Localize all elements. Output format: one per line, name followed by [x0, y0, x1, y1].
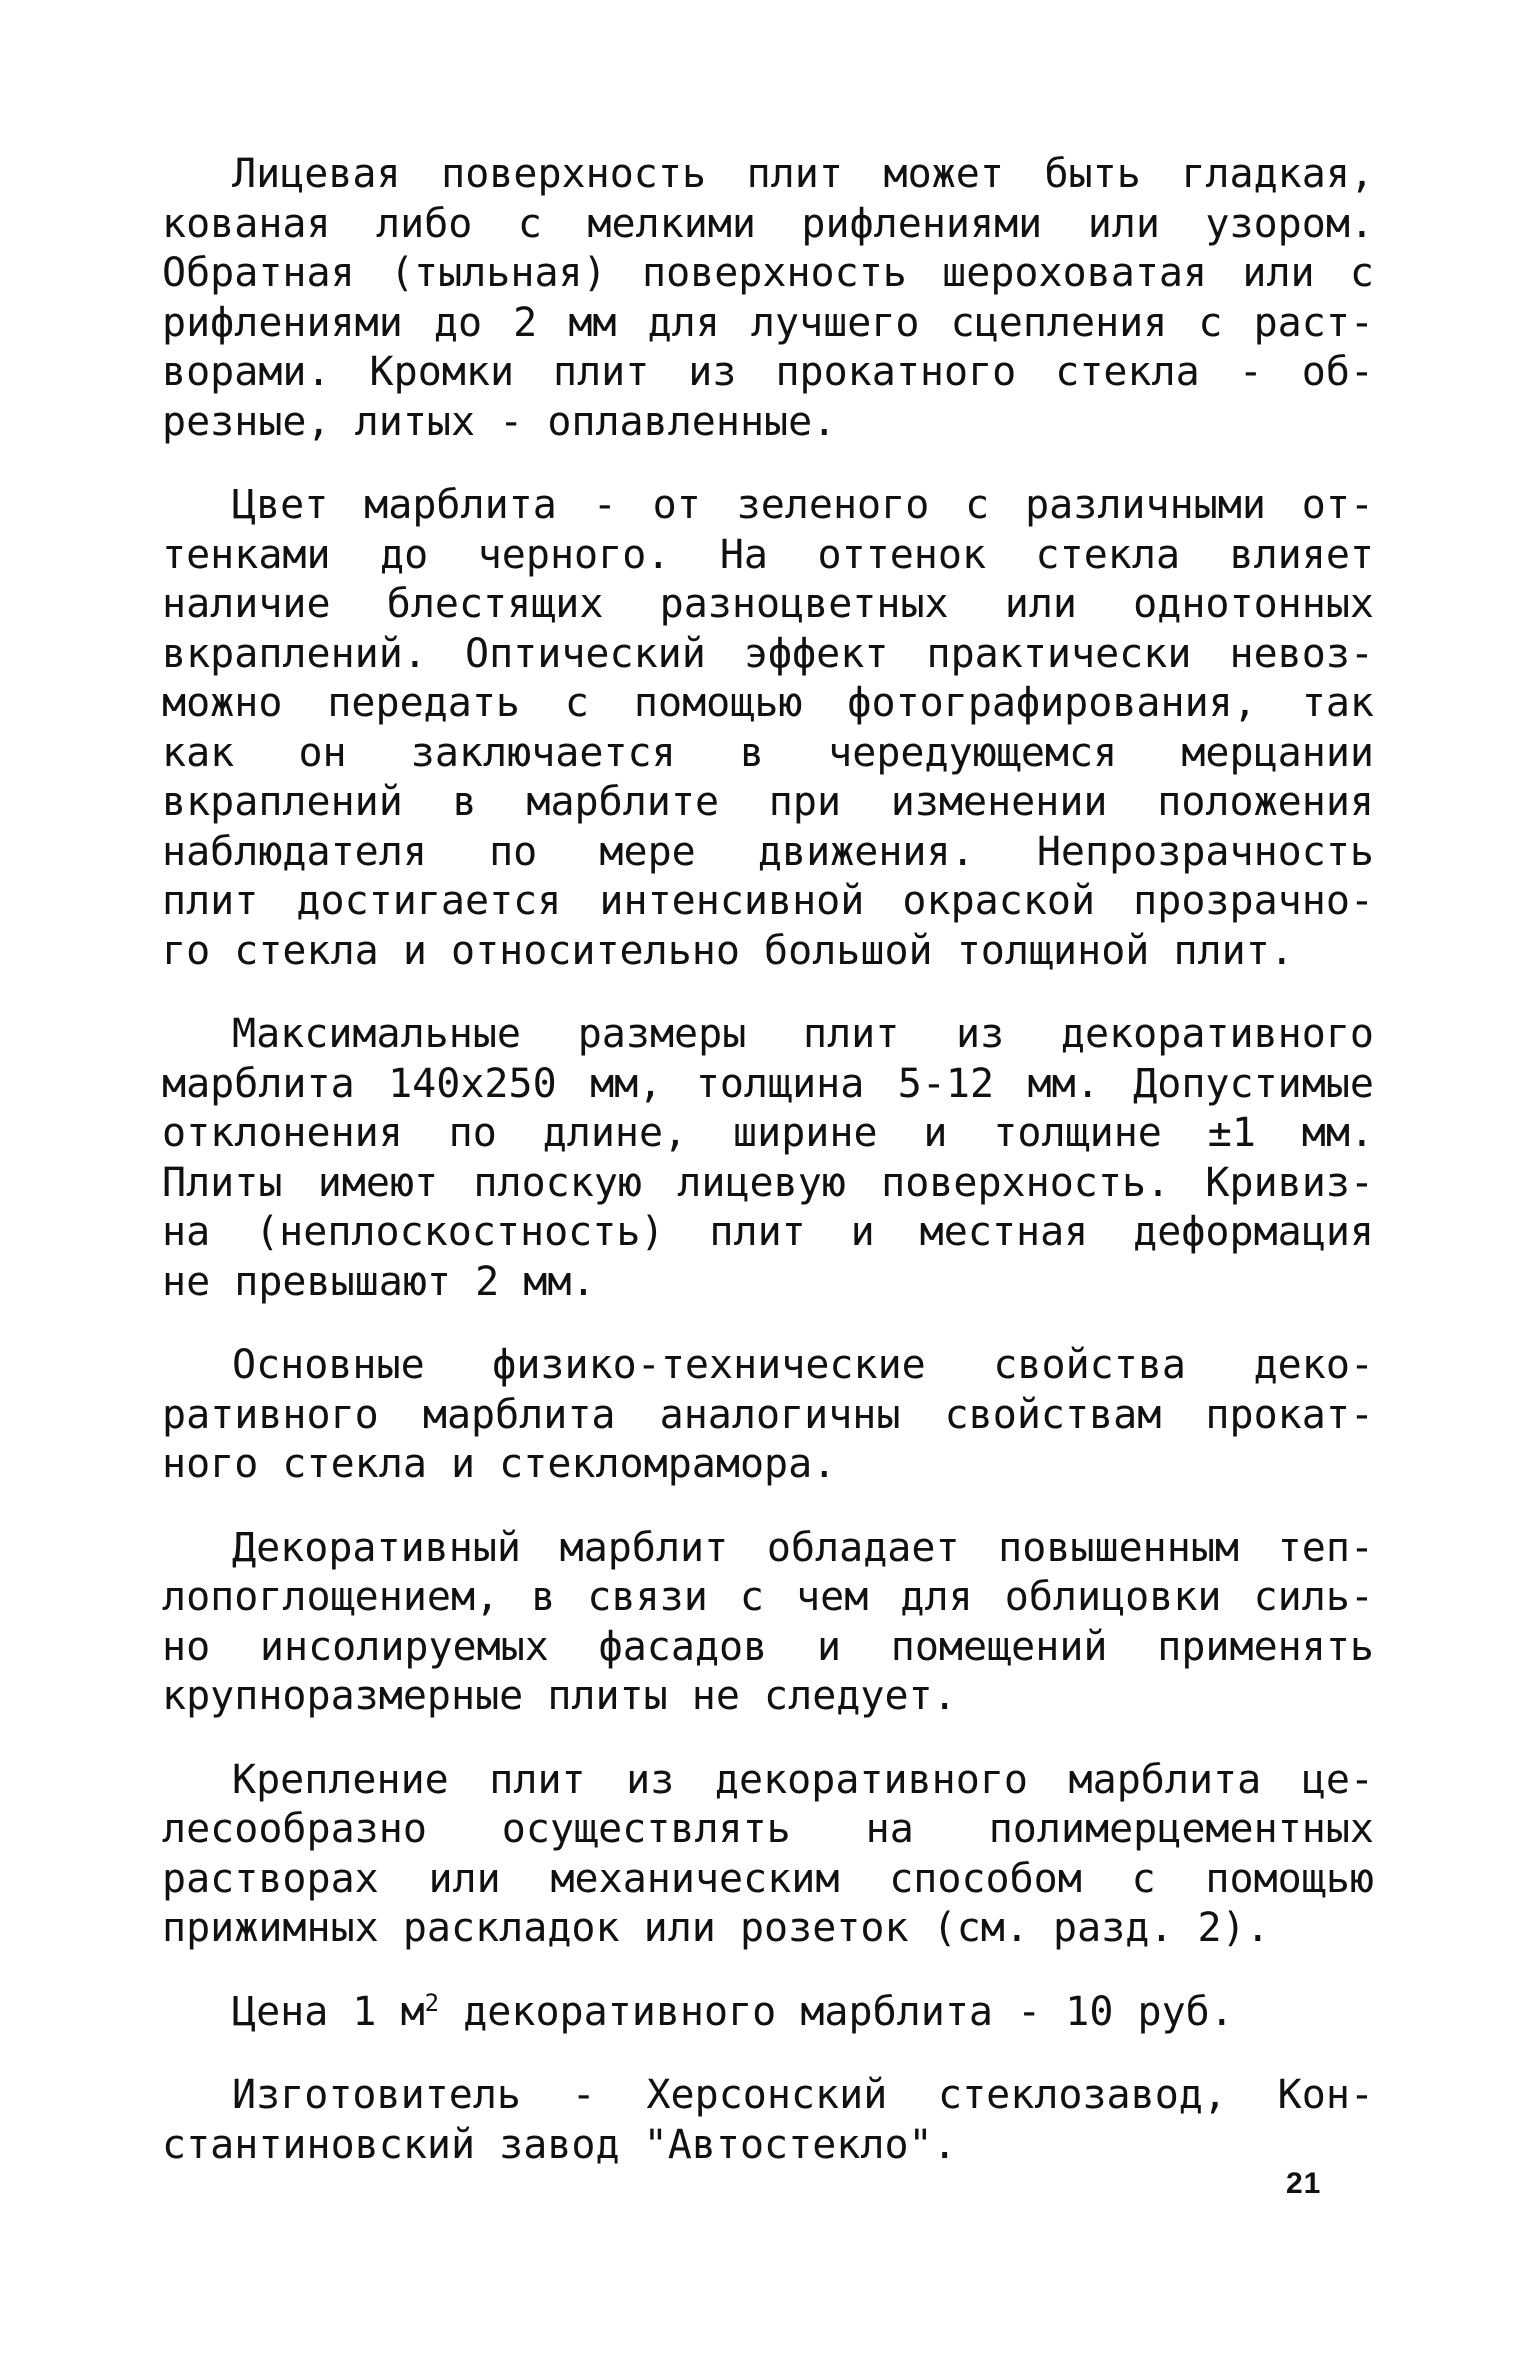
text-line: наличие блестящих разноцветных или однотонных — [162, 581, 1374, 627]
text-line: крупноразмерные плиты не следует. — [162, 1673, 957, 1719]
text-line: можно передать с помощью фотографирования, так — [162, 680, 1374, 726]
text-line: тенками до черного. На оттенок стекла влияет — [162, 531, 1374, 578]
text-line: го стекла и относительно большой толщиной плит. — [162, 927, 1294, 974]
text-line: Плиты имеют плоскую лицевую поверхность. Кривиз- — [162, 1159, 1374, 1206]
text-line: лопоглощением, в связи с чем для облицовки силь- — [162, 1574, 1374, 1620]
text-line: лесообразно осуществлять на полимерцементных — [162, 1806, 1374, 1852]
paragraph-price — [162, 1988, 1374, 2038]
text-line: кованая либо с мелкими рифлениями или узором. — [162, 200, 1374, 247]
text-line: Максимальные размеры плит из декоративного — [232, 1011, 1374, 1057]
text-line: стантиновский завод "Автостекло". — [162, 2121, 957, 2168]
text-line: вкраплений в марблите при изменении положения — [162, 779, 1374, 825]
text-line: отклонения по длине, ширине и толщине ±1 мм. — [162, 1110, 1374, 1156]
price-line — [162, 1988, 1374, 2038]
paragraph-manufacturer — [162, 2071, 1374, 2170]
text-line: плит достигается интенсивной окраской прозрачно- — [162, 878, 1374, 924]
text-line: Крепление плит из декоративного марблита це- — [232, 1756, 1374, 1803]
body-text — [162, 150, 1374, 2204]
page-number: 21 — [1286, 2167, 1322, 2200]
paragraph-surface — [162, 150, 1374, 447]
text-line: но инсолируемых фасадов и помещений применять — [162, 1623, 1374, 1670]
text-line: Изготовитель - Херсонский стеклозавод, Кон- — [232, 2072, 1374, 2118]
text-line: растворах или механическим способом с помощью — [162, 1855, 1374, 1902]
text-line: на (неплоскостность) плит и местная деформация — [162, 1209, 1374, 1255]
text-line: Лицевая поверхность плит может быть гладкая, — [232, 151, 1374, 197]
price-text-before: Цена 1 м — [232, 1988, 425, 2035]
paragraph-fastening — [162, 1756, 1374, 1954]
text-line: Цвет марблита - от зеленого с различными от- — [232, 482, 1374, 528]
text-line: как он заключается в чередующемся мерцании — [162, 729, 1374, 776]
paragraph-properties — [162, 1341, 1374, 1490]
text-line: наблюдателя по мере движения. Непрозрачность — [162, 828, 1374, 875]
paragraph-heat-absorption — [162, 1524, 1374, 1722]
price-superscript: 2 — [424, 1988, 440, 2017]
text-line: ративного марблита аналогичны свойствам прокат- — [162, 1391, 1374, 1438]
paragraph-dimensions — [162, 1010, 1374, 1307]
paragraph-color — [162, 481, 1374, 976]
text-line: ного стекла и стекломрамора. — [162, 1441, 837, 1487]
text-line: прижимных раскладок или розеток (см. разд. 2). — [162, 1905, 1270, 1951]
text-line: марблита 140x250 мм, толщина 5-12 мм. Допустимые — [162, 1060, 1374, 1107]
text-line: не превышают 2 мм. — [162, 1258, 596, 1305]
text-line: Основные физико-технические свойства деко- — [232, 1342, 1374, 1388]
text-line: Обратная (тыльная) поверхность шероховатая или с — [162, 250, 1374, 296]
text-line: рифлениями до 2 мм для лучшего сцепления с раст- — [162, 299, 1374, 346]
price-text-after: декоративного марблита - 10 руб. — [439, 1988, 1234, 2035]
text-line: вкраплений. Оптический эффект практически невоз- — [162, 630, 1374, 677]
text-line: Декоративный марблит обладает повышенным теп- — [232, 1524, 1374, 1571]
text-line: ворами. Кромки плит из прокатного стекла - об- — [162, 349, 1374, 395]
text-line: резные, литых - оплавленные. — [162, 398, 837, 445]
